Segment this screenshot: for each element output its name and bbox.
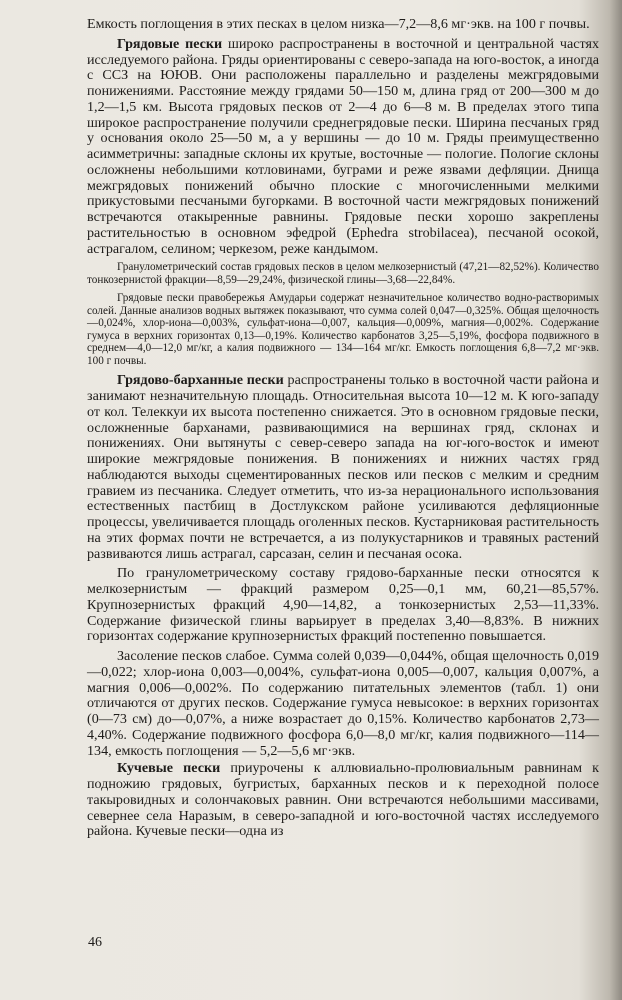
paragraph-granulometric-composition: [87, 566, 599, 645]
note-salts: [87, 292, 599, 367]
note-text: Гранулометрический состав грядовых песков в целом мелкозернистый (47,21—82,52%). Количество тонкозернистой фракции—8,59—29,24%, физической глины—3,68—22,84%.: [87, 261, 599, 286]
section-heading: Грядово-барханные пески: [117, 372, 284, 389]
paragraph-ridge-barchan-sands: [87, 373, 599, 562]
section-heading: Грядовые пески: [117, 35, 223, 52]
paragraph-text: распространены только в восточной части района и занимают незначительную площадь. Относительная высота 10—12 м. К юго-западу от кол. Телеккуи их высота постепенно снижается. Это в основном грядовые пески, осложненные барханами, развивающимися на вершинах гряд, склонах и понижениях. Они вытянуты с север-северо запада на юг-юго-восток и имеют широкие межгрядовые понижения. В понижениях и нижних частях гряд наблюдаются выходы сцементированных песков или песков с мелким и средним гравием из песчаника. Следует отметить, что из-за нерационального использования естественных пастбищ в Достлукском районе усиливаются дефляционные процессы, увеличивается площадь оголенных песков. Кустарниковая растительность на этих формах почти не встречается, а из полукустарников и травяных растений развиваются лишь астрагал, сарсазан, селин и песчаная осока.: [87, 372, 600, 562]
paragraph-salinity: [87, 649, 599, 759]
note-text: Грядовые пески правобережья Амударьи содержат незначительное количество водно-растворимых солей. Данные анализов водных вытяжек показывают, что сумма солей 0,047—0,325%. Общая щелочность—0,024%, хлор-иона—0,003%, сульфат-иона—0,007, кальция—0,009%, магния—0,002%. Содержание гумуса в верхних горизонтах 0,13—0,19%. Количество карбонатов 3,25—5,19%, фосфора подвижного в среднем—4,0—12,0 мг/кг, а калия подвижного — 134—164 мг/кг. Емкость поглощения 6,8—7,2 мг·экв. 100 г почвы.: [87, 292, 599, 367]
paragraph-text: По гранулометрическому составу грядово-барханные пески относятся к мелкозернистым — фракций размером 0,25—0,1 мм, 60,21—85,57%. Крупнозернистых фракций 4,90—14,82, а тонкозернистых 2,53—11,33%. Содержание физической глины варьирует в пределах 3,40—8,83%. В нижних горизонтах содержание крупнозернистых фракций постепенно повышается.: [87, 565, 599, 645]
page-body: [87, 17, 599, 840]
note-granulometry: [87, 261, 599, 286]
paragraph-text: приурочены к аллювиально-пролювиальным равнинам к подножию грядовых, бугристых, барханных песков и к переходной полосе такыровидных и солончаковых равнин. Они встречаются небольшими массивами, севернее села Наразым, в северо-западной и юго-восточной частях исследуемого района. Кучевые пески—одна из: [87, 760, 599, 840]
section-heading: Кучевые пески: [117, 760, 221, 777]
paragraph-text: Засоление песков слабое. Сумма солей 0,039—0,044%, общая щелочность 0,019—0,022; хлор-иона 0,003—0,004%, сульфат-иона 0,005—0,007, кальция 0,007%, а магния 0,006—0,002%. По содержанию питательных элементов (табл. 1) они отличаются от других песков. Содержание гумуса невысокое: в верхних горизонтах (0—73 см) до—0,07%, а ниже возрастает до 0,15%. Количество карбонатов 2,73—4,40%. Содержание подвижного фосфора 6,0—8,0 мг/кг, калия подвижного—114—134, емкость поглощения — 5,2—5,6 мг·экв.: [87, 648, 599, 759]
paragraph-text: широко распространены в восточной и центральной частях исследуемого района. Гряды ориентированы с северо-запада на юго-восток, а иногда с ССЗ на ЮЮВ. Они расположены параллельно и разделены межгрядовыми понижениями. Расстояние между грядами 50—150 м, длина гряд от 200—300 м до 1,2—1,5 км. Высота грядовых песков от 2—4 до 6—8 м. В пределах этого типа широкое распространение получили среднегрядовые пески. Ширина песчаных гряд у основания около 25—50 м, а у вершины — до 10 м. Гряды преимущественно асимметричны: западные склоны их крутые, восточные — пологие. Пологие склоны осложнены небольшими котловинами, буграми и реже язвами дефляции. Днища межгрядовых понижений обычно плоские с многочисленными мелкими прикустовыми песчаными бугорками. В восточной части межгрядовых понижений встречаются отакыренные равнины. Грядовые пески хорошо закреплены растительностью в основном эфедрой (Ephedra strobilacea), песчаной осокой, астрагалом, селином; черкезом, реже кандымом.: [87, 35, 599, 257]
paragraph-intro: [87, 17, 599, 33]
page-number: 46: [88, 935, 102, 950]
paragraph-heap-sands: [87, 761, 599, 840]
paragraph-ridge-sands: [87, 37, 599, 258]
paragraph-text: Емкость поглощения в этих песках в целом низка—7,2—8,6 мг·экв. на 100 г почвы.: [87, 16, 590, 32]
